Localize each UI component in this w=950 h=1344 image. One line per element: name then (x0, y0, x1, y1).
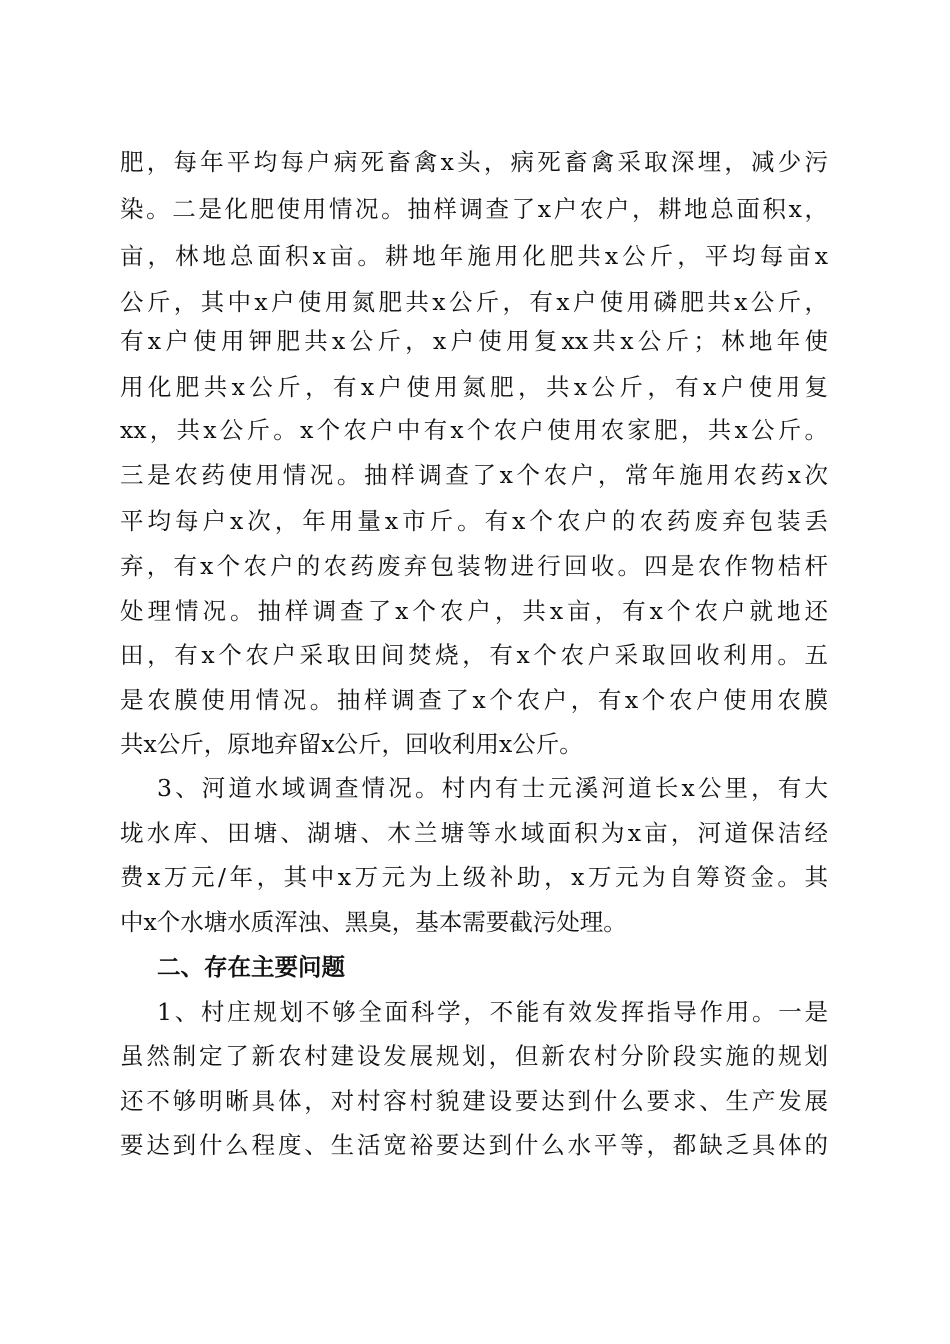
paragraph-line: 1、村庄规划不够全面科学，不能有效发挥指导作用。一是 (157, 998, 828, 1026)
paragraph-line: 3、河道水域调查情况。村内有士元溪河道长x公里，有大 (157, 774, 828, 802)
paragraph-line: 要达到什么程度、生活宽裕要达到什么水平等，都缺乏具体的 (120, 1131, 828, 1159)
paragraph-line: 共x公斤，原地弃留x公斤，回收利用x公斤。 (120, 730, 583, 758)
paragraph-line: 亩，林地总面积x亩。耕地年施用化肥共x公斤，平均每亩x (120, 242, 828, 270)
paragraph-line: 平均每户x次，年用量x市斤。有x个农户的农药废弃包装丢 (120, 507, 828, 535)
paragraph-line: 染。二是化肥使用情况。抽样调查了x户农户，耕地总面积x， (120, 195, 828, 223)
paragraph-line: xx，共x公斤。x个农户中有x个农户使用农家肥，共x公斤。 (120, 416, 828, 444)
paragraph-line: 弃，有x个农户的农药废弃包装物进行回收。四是农作物桔杆 (120, 552, 828, 580)
paragraph-line: 田，有x个农户采取田间焚烧，有x个农户采取回收利用。五 (120, 641, 828, 669)
paragraph-line: 处理情况。抽样调查了x个农户，共x亩，有x个农户就地还 (120, 597, 828, 625)
paragraph-line: 三是农药使用情况。抽样调查了x个农户，常年施用农药x次 (120, 461, 828, 489)
paragraph-line: 虽然制定了新农村建设发展规划，但新农村分阶段实施的规划 (120, 1042, 828, 1070)
paragraph-line: 费x万元/年，其中x万元为上级补助，x万元为自筹资金。其 (120, 863, 828, 891)
paragraph-line: 公斤，其中x户使用氮肥共x公斤，有x户使用磷肥共x公斤， (120, 288, 828, 316)
section-heading: 二、存在主要问题 (157, 953, 345, 981)
paragraph-line: 是农膜使用情况。抽样调查了x个农户，有x个农户使用农膜 (120, 686, 828, 714)
paragraph-line: 还不够明晰具体，对村容村貌建设要达到什么要求、生产发展 (120, 1087, 828, 1115)
paragraph-line: 有x户使用钾肥共x公斤，x户使用复xx共x公斤；林地年使 (120, 327, 828, 355)
paragraph-line: 垅水库、田塘、湖塘、木兰塘等水域面积为x亩，河道保洁经 (120, 819, 828, 847)
paragraph-line: 中x个水塘水质浑浊、黑臭，基本需要截污处理。 (120, 908, 627, 936)
paragraph-line: 肥，每年平均每户病死畜禽x头，病死畜禽采取深埋，减少污 (120, 148, 828, 176)
paragraph-line: 用化肥共x公斤，有x户使用氮肥，共x公斤，有x户使用复 (120, 373, 828, 401)
